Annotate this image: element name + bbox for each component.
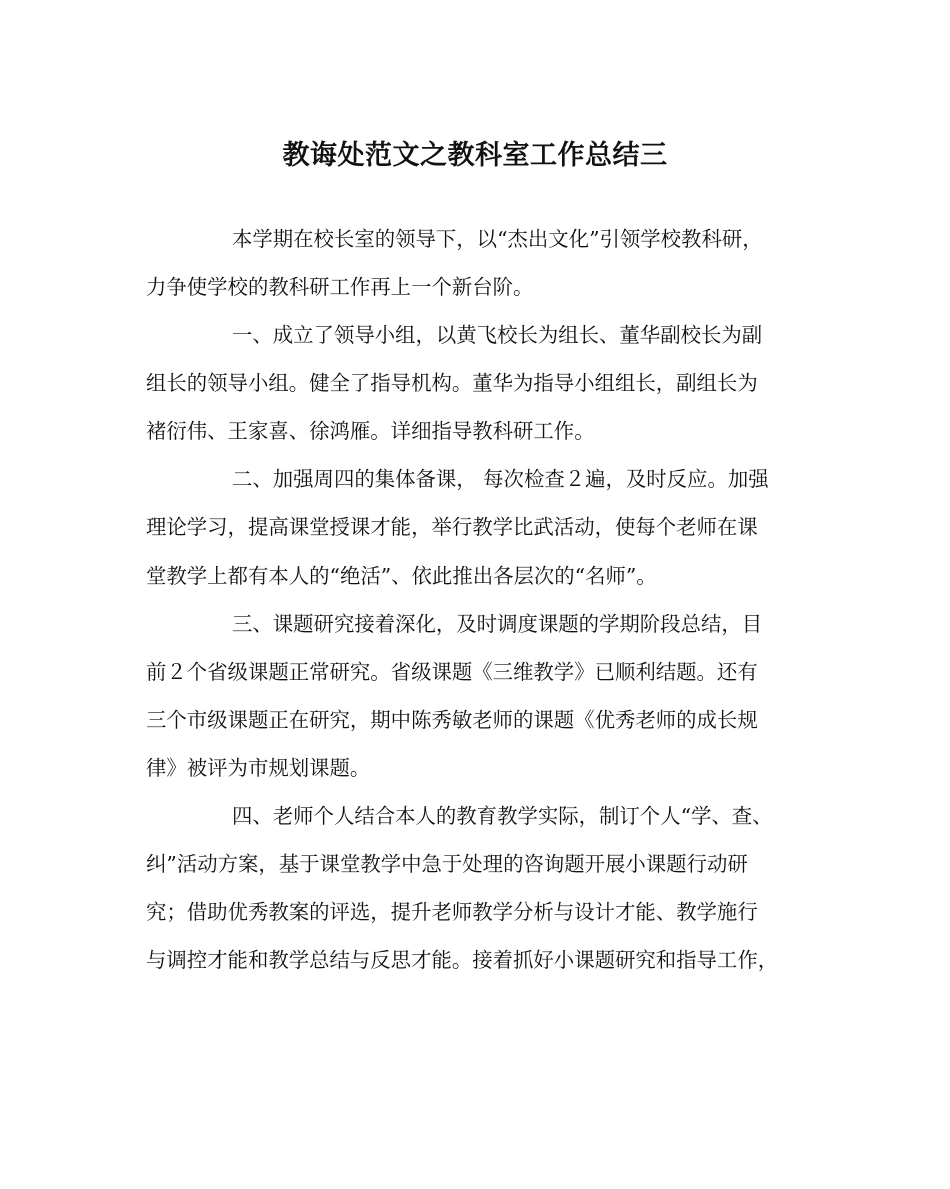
paragraph-line: 二、加强周四的集体备课， 每次检查２遍，及时反应。加强 [232,467,769,491]
paragraph-line: 堂教学上都有本人的“绝活”、依此推出各层次的“名师”。 [146,564,657,588]
paragraph-line: 一、成立了领导小组，以黄飞校长为组长、董华副校长为副 [232,323,763,347]
paragraph-line: 究；借助优秀教案的评选，提升老师教学分析与设计才能、教学施行 [146,900,758,924]
paragraph-line: 四、老师个人结合本人的教育教学实际，制订个人“学、查、 [232,804,773,828]
paragraph-line: 三个市级课题正在研究，期中陈秀敏老师的课题《优秀老师的成长规 [146,708,758,732]
paragraph-line: 前２个省级课题正常研究。省级课题《三维教学》已顺利结题。还有 [146,660,758,684]
paragraph-line: 褚衍伟、王家喜、徐鸿雁。详细指导教科研工作。 [146,419,595,443]
document-title: 教诲处范文之教科室工作总结三 [282,140,668,171]
paragraph-line: 理论学习，提高课堂授课才能，举行教学比武活动，使每个老师在课 [146,515,758,539]
paragraph-line: 力争使学校的教科研工作再上一个新台阶。 [146,275,534,299]
paragraph-line: 组长的领导小组。健全了指导机构。董华为指导小组组长，副组长为 [146,371,758,395]
paragraph-line: 与调控才能和教学总结与反思才能。接着抓好小课题研究和指导工作， [146,948,779,972]
paragraph-line: 本学期在校长室的领导下，以“杰出文化”引领学校教科研， [232,227,763,251]
paragraph-line: 三、课题研究接着深化，及时调度课题的学期阶段总结，目 [232,612,763,636]
paragraph-line: 律》被评为市规划课题。 [146,756,371,780]
paragraph-line: 纠”活动方案，基于课堂教学中急于处理的咨询题开展小课题行动研 [146,852,748,876]
